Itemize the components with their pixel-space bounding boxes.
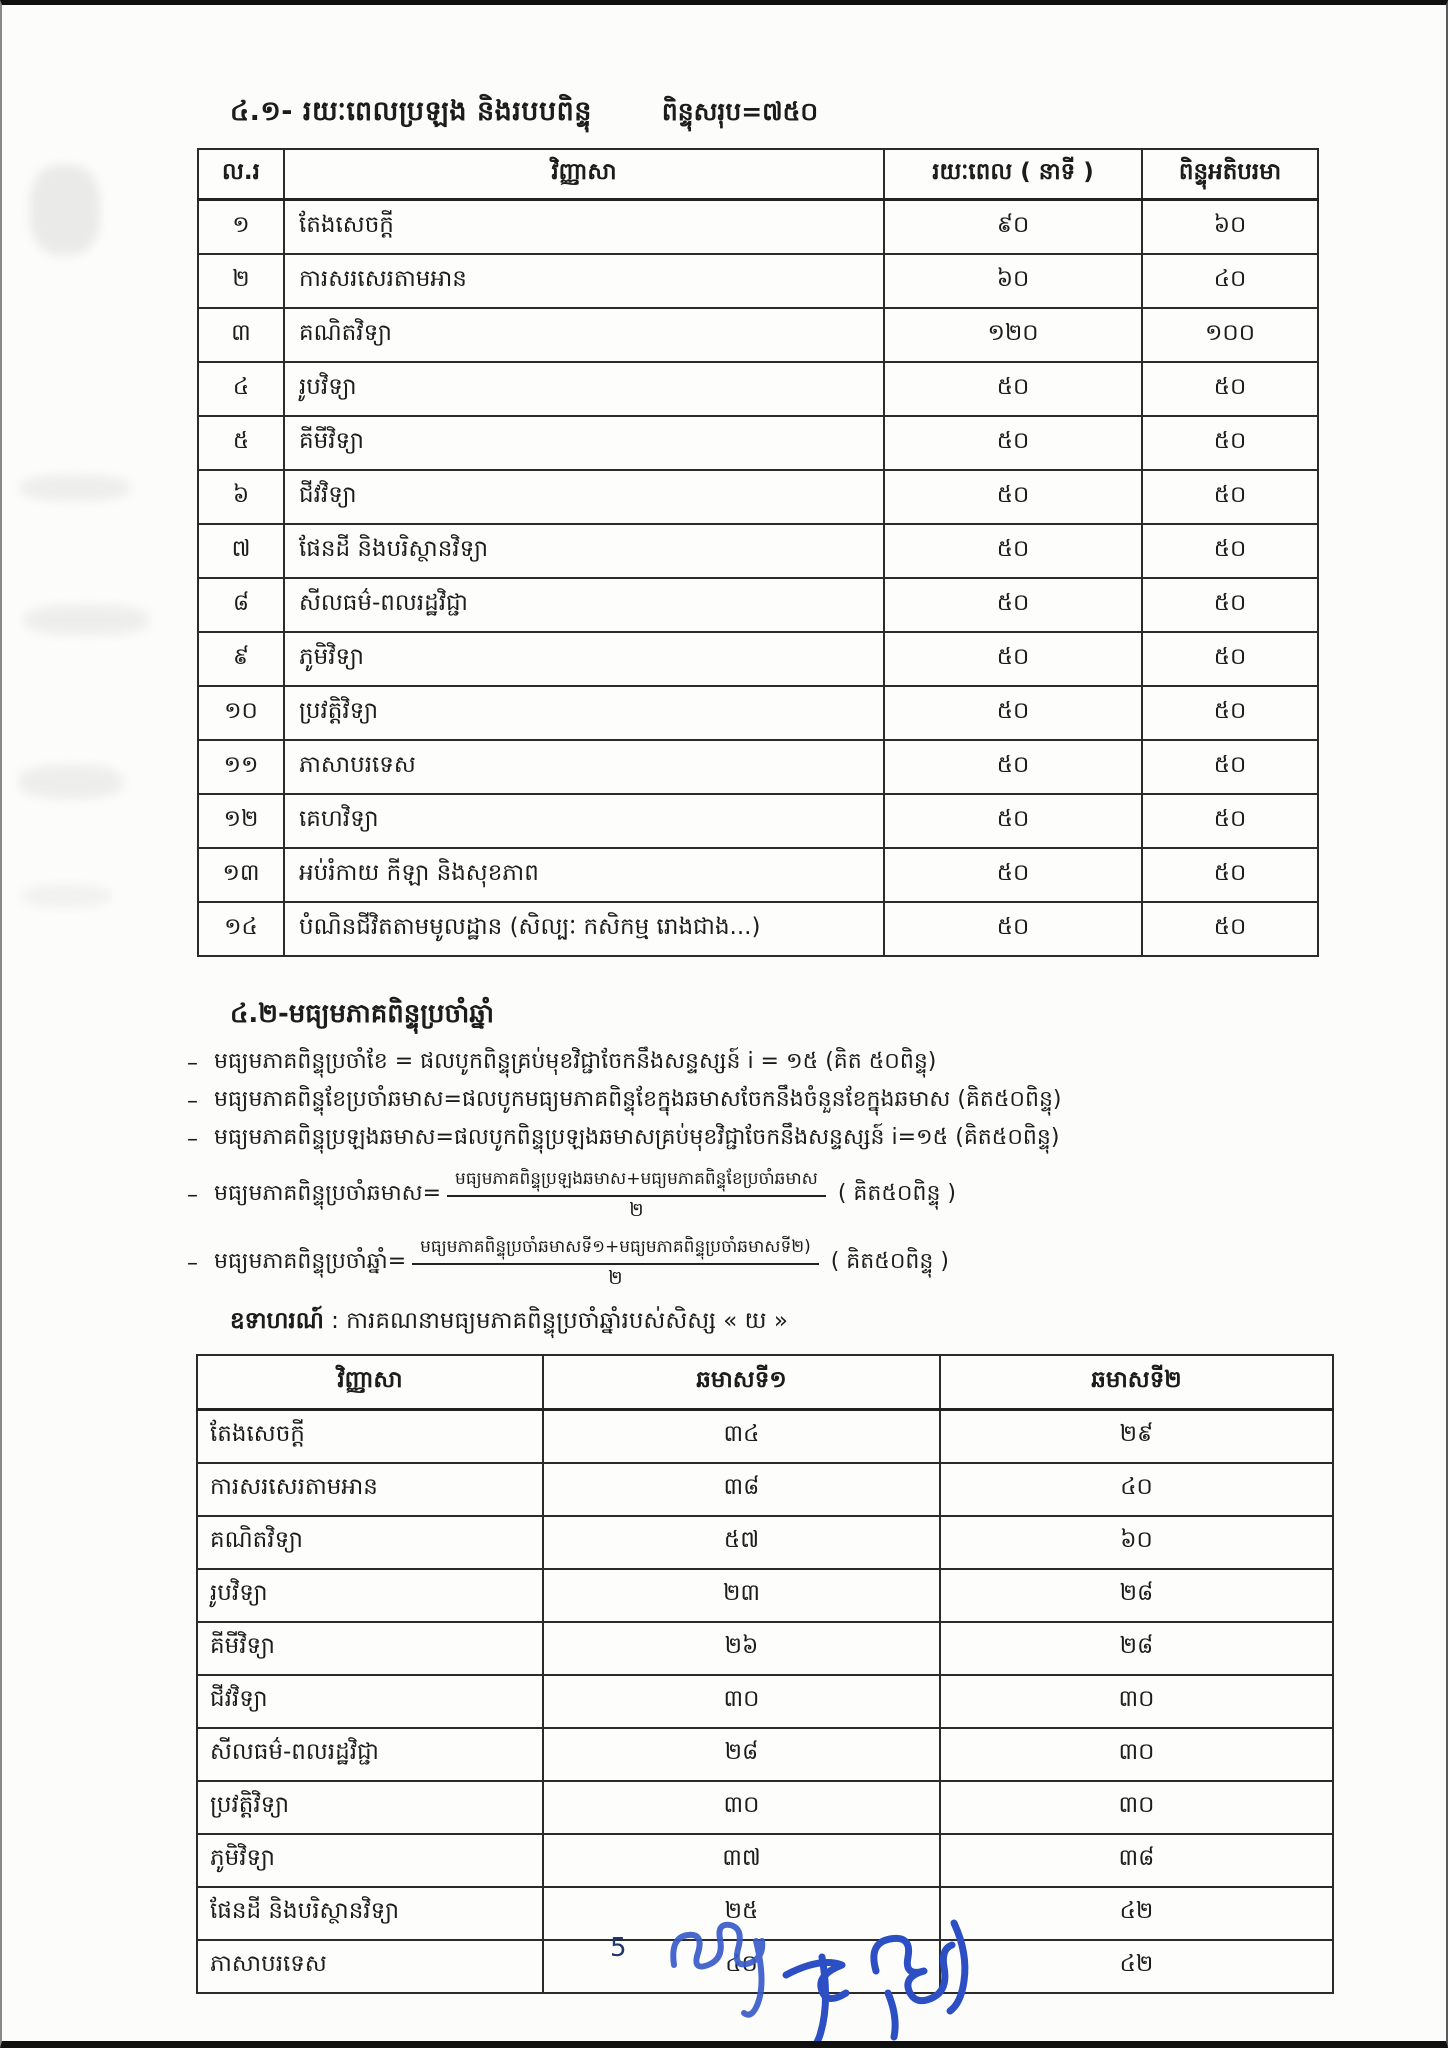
row-number: ៦: [198, 470, 284, 524]
formula-lhs: មធ្យមភាគពិន្ទុប្រចាំឆមាស=: [214, 1181, 442, 1207]
column-header-semester1: ឆមាសទី១: [543, 1355, 940, 1410]
semester2-cell: ៣០: [940, 1728, 1333, 1781]
bullet-text: មធ្យមភាគពិន្ទុខែប្រចាំឆមាស=ផលបូកមធ្យមភាគពិន្ទុខែក្នុងឆមាសចែកនឹងចំនួនខែក្នុងឆមាស (គិត៥០ពិន្ទុ): [214, 1087, 1062, 1112]
duration-cell: ៥០: [884, 902, 1142, 956]
subject-cell: ប្រវត្តិវិទ្យា: [197, 1781, 543, 1834]
bullet-text: មធ្យមភាគពិន្ទុប្រឡងឆមាស=ផលបូកពិន្ទុប្រឡងឆមាសគ្រប់មុខវិជ្ជាចែកនឹងសន្ទស្សន៍ i=១៥ (គិត៥០ពិន្ទុ): [214, 1125, 1060, 1150]
subject-cell: ផែនដី និងបរិស្ថានវិទ្យា: [284, 524, 884, 578]
subject-cell: ភូមិវិទ្យា: [284, 632, 884, 686]
subject-cell: ជីវវិទ្យា: [284, 470, 884, 524]
duration-cell: ៥០: [884, 470, 1142, 524]
duration-cell: ៥០: [884, 794, 1142, 848]
example-line: [230, 1307, 1446, 1340]
column-header-subject: វិញ្ញាសា: [197, 1355, 543, 1410]
maxscore-cell: ៥០: [1142, 902, 1318, 956]
duration-cell: ៥០: [884, 524, 1142, 578]
row-number: ២: [198, 254, 284, 308]
semester2-cell: ៣៨: [940, 1834, 1333, 1887]
subject-cell: តែងសេចក្ដី: [284, 200, 884, 255]
duration-cell: ៥០: [884, 740, 1142, 794]
maxscore-cell: ៥០: [1142, 848, 1318, 902]
formula-note: ( គិត៥០ពិន្ទុ ): [837, 1181, 957, 1207]
table-row: [197, 1410, 1333, 1464]
subject-cell: បំណិនជីវិតតាមមូលដ្ឋាន (សិល្បៈ កសិកម្ម រោងជាង...): [284, 902, 884, 956]
formula-lhs: មធ្យមភាគពិន្ទុប្រចាំឆ្នាំ=: [214, 1249, 407, 1275]
duration-cell: ៥០: [884, 578, 1142, 632]
maxscore-cell: ៥០: [1142, 794, 1318, 848]
bullet-dash: –: [187, 1182, 198, 1208]
scan-artifact: [18, 765, 123, 799]
maxscore-cell: ៥០: [1142, 416, 1318, 470]
row-number: ៤: [198, 362, 284, 416]
table-row: [198, 686, 1318, 740]
table-row: [198, 632, 1318, 686]
row-number: ១២: [198, 794, 284, 848]
semester1-cell: ២៥: [543, 1887, 940, 1940]
semester2-cell: ៤២: [940, 1940, 1333, 1993]
duration-cell: ៥០: [884, 362, 1142, 416]
duration-cell: ៦០: [884, 254, 1142, 308]
table-row: [198, 848, 1318, 902]
bullet-semester-exam-average: [187, 1123, 1377, 1155]
semester2-cell: ៣០: [940, 1781, 1333, 1834]
page-number: 5: [610, 1933, 627, 1963]
table-row: [197, 1463, 1333, 1516]
scan-artifact: [22, 885, 112, 907]
maxscore-cell: ៥០: [1142, 686, 1318, 740]
example-label: ឧទាហរណ៍: [230, 1308, 324, 1335]
column-header-number: ល.រ: [198, 149, 284, 200]
table-row: [198, 470, 1318, 524]
fraction-numerator: មធ្យមភាគពិន្ទុប្រឡងឆមាស+មធ្យមភាគពិន្ទុខែប្រចាំឆមាស: [447, 1167, 826, 1197]
row-number: ៩: [198, 632, 284, 686]
row-number: ១១: [198, 740, 284, 794]
subject-cell: ការសរសេរតាមអាន: [197, 1463, 543, 1516]
subject-cell: អប់រំកាយ កីឡា និងសុខភាព: [284, 848, 884, 902]
row-number: ១០: [198, 686, 284, 740]
row-number: ៧: [198, 524, 284, 578]
subject-cell: គេហវិទ្យា: [284, 794, 884, 848]
section-4-2-heading: ៤.២-មធ្យមភាគពិន្ទុប្រចាំឆ្នាំ: [230, 999, 495, 1029]
subject-cell: រូបវិទ្យា: [284, 362, 884, 416]
duration-cell: ៥០: [884, 686, 1142, 740]
bullet-monthly-semester-average: [187, 1085, 1377, 1117]
column-header-maxscore: ពិន្ទុអតិបរមា: [1142, 149, 1318, 200]
semester2-cell: ២៨: [940, 1622, 1333, 1675]
semester1-cell: ៣០: [543, 1781, 940, 1834]
formula-semester-average: [187, 1167, 1377, 1223]
semester2-cell: ២៩: [940, 1410, 1333, 1464]
fraction: [412, 1235, 819, 1291]
subject-cell: ប្រវត្តិវិទ្យា: [284, 686, 884, 740]
table-row: [197, 1622, 1333, 1675]
scan-artifact: [30, 165, 100, 255]
semester2-cell: ៤២: [940, 1887, 1333, 1940]
maxscore-cell: ៥០: [1142, 740, 1318, 794]
bullet-dash: –: [187, 1250, 198, 1276]
row-number: ៨: [198, 578, 284, 632]
semester1-cell: ៤០: [543, 1940, 940, 1993]
column-header-subject: វិញ្ញាសា: [284, 149, 884, 200]
table-header-row: [198, 149, 1318, 200]
subject-cell: តែងសេចក្ដី: [197, 1410, 543, 1464]
duration-cell: ៩០: [884, 200, 1142, 255]
table-row: [198, 416, 1318, 470]
subject-cell: ភាសាបរទេស: [284, 740, 884, 794]
semester1-cell: ៣៤: [543, 1410, 940, 1464]
semester2-cell: ៤០: [940, 1463, 1333, 1516]
subject-cell: សីលធម៌-ពលរដ្ឋវិជ្ជា: [197, 1728, 543, 1781]
bullet-dash: –: [187, 1088, 198, 1114]
row-number: ១៣: [198, 848, 284, 902]
semester2-cell: ២៨: [940, 1569, 1333, 1622]
example-scores-table: [196, 1354, 1334, 1994]
duration-cell: ៥០: [884, 848, 1142, 902]
column-header-duration: រយៈពេល ( នាទី ): [884, 149, 1142, 200]
fraction-denominator: ២: [608, 1266, 623, 1289]
section-4-1-title: ៤.១- រយៈពេលប្រឡង និងរបបពិន្ទុ: [230, 96, 592, 127]
bullet-dash: –: [187, 1050, 198, 1076]
table-row: [198, 578, 1318, 632]
subject-cell: គីមីវិទ្យា: [197, 1622, 543, 1675]
maxscore-cell: ៥០: [1142, 632, 1318, 686]
table-row: [198, 794, 1318, 848]
subject-cell: សីលធម៌-ពលរដ្ឋវិជ្ជា: [284, 578, 884, 632]
subject-cell: ជីវវិទ្យា: [197, 1675, 543, 1728]
subject-cell: គីមីវិទ្យា: [284, 416, 884, 470]
table-row: [197, 1781, 1333, 1834]
table-row: [197, 1516, 1333, 1569]
formula-annual-average: [187, 1235, 1377, 1291]
maxscore-cell: ៥០: [1142, 362, 1318, 416]
scan-artifact: [24, 605, 149, 635]
row-number: ៣: [198, 308, 284, 362]
subject-cell: គណិតវិទ្យា: [284, 308, 884, 362]
fraction-numerator: មធ្យមភាគពិន្ទុប្រចាំឆមាសទី១+មធ្យមភាគពិន្ទុប្រចាំឆមាសទី២): [412, 1235, 819, 1265]
semester1-cell: ២៦: [543, 1622, 940, 1675]
maxscore-cell: ៤០: [1142, 254, 1318, 308]
bullet-text: មធ្យមភាគពិន្ទុប្រចាំខែ = ផលបូកពិន្ទុគ្រប់មុខវិជ្ជាចែកនឹងសន្ទស្សន៍ i = ១៥ (គិត ៥០ពិន្ទុ): [214, 1049, 937, 1074]
semester1-cell: ៣៧: [543, 1834, 940, 1887]
semester1-cell: ៥៧: [543, 1516, 940, 1569]
page-footer: [600, 1913, 1060, 2048]
bullet-dash: –: [187, 1126, 198, 1152]
fraction-denominator: ២: [629, 1198, 644, 1221]
example-text: : ការគណនាមធ្យមភាគពិន្ទុប្រចាំឆ្នាំរបស់សិស្ស « យ »: [323, 1308, 788, 1335]
table-row: [197, 1569, 1333, 1622]
maxscore-cell: ៥០: [1142, 578, 1318, 632]
semester1-cell: ២៨: [543, 1728, 940, 1781]
formula-note: ( គិត៥០ពិន្ទុ ): [830, 1249, 949, 1275]
subject-cell: ការសរសេរតាមអាន: [284, 254, 884, 308]
table-header-row: [197, 1355, 1333, 1410]
subject-cell: ភាសាបរទេស: [197, 1940, 543, 1993]
row-number: ៥: [198, 416, 284, 470]
table-row: [197, 1675, 1333, 1728]
maxscore-cell: ៦០: [1142, 200, 1318, 255]
signature-scribble: [636, 1913, 1056, 2048]
section-4-1-title-row: [230, 95, 1446, 134]
table-row: [198, 740, 1318, 794]
maxscore-cell: ៥០: [1142, 470, 1318, 524]
table-row: [198, 254, 1318, 308]
subject-cell: រូបវិទ្យា: [197, 1569, 543, 1622]
total-points-label: ពិន្ទុសរុប=៧៥០: [661, 97, 819, 126]
scan-artifact: [20, 475, 130, 501]
subject-cell: ភូមិវិទ្យា: [197, 1834, 543, 1887]
maxscore-cell: ១០០: [1142, 308, 1318, 362]
table-row: [198, 902, 1318, 956]
table-row: [198, 308, 1318, 362]
table-row: [197, 1728, 1333, 1781]
column-header-semester2: ឆមាសទី២: [940, 1355, 1333, 1410]
duration-cell: ៥០: [884, 632, 1142, 686]
table-row: [198, 200, 1318, 255]
row-number: ១: [198, 200, 284, 255]
duration-cell: ១២០: [884, 308, 1142, 362]
exam-duration-score-table: [197, 148, 1319, 957]
subject-cell: គណិតវិទ្យា: [197, 1516, 543, 1569]
subject-cell: ផែនដី និងបរិស្ថានវិទ្យា: [197, 1887, 543, 1940]
semester2-cell: ៣០: [940, 1675, 1333, 1728]
table-row: [197, 1834, 1333, 1887]
maxscore-cell: ៥០: [1142, 524, 1318, 578]
semester1-cell: ៣០: [543, 1675, 940, 1728]
semester1-cell: ២៣: [543, 1569, 940, 1622]
semester2-cell: ៦០: [940, 1516, 1333, 1569]
bullet-monthly-average: [187, 1047, 1377, 1079]
duration-cell: ៥០: [884, 416, 1142, 470]
fraction: [447, 1167, 826, 1223]
table-row: [198, 524, 1318, 578]
row-number: ១៤: [198, 902, 284, 956]
table-row: [198, 362, 1318, 416]
semester1-cell: ៣៨: [543, 1463, 940, 1516]
